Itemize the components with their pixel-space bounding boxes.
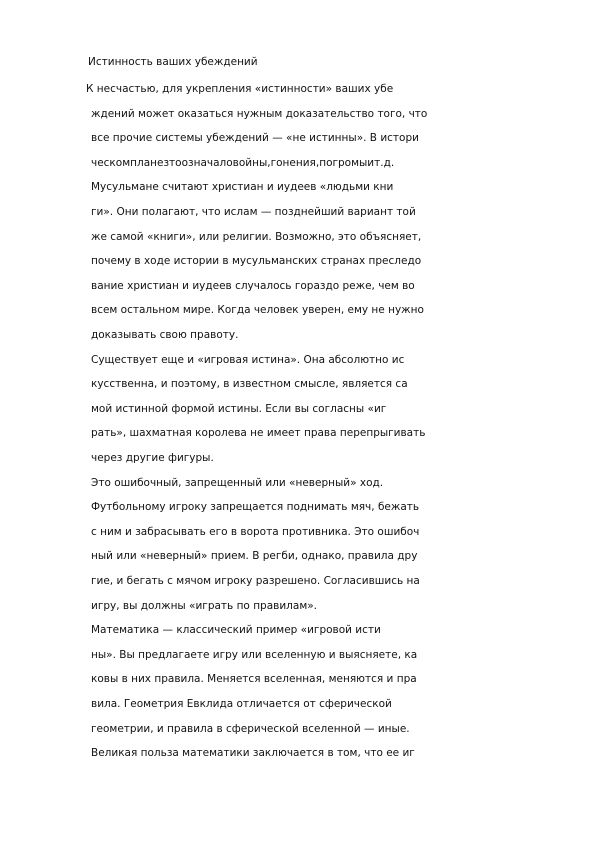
text-line: К несчастью, для укрепления «истинности» ваших убе xyxy=(86,83,394,95)
text-line: Существует еще и «игровая истина». Она абсолютно ис xyxy=(91,353,405,366)
text-line: Футбольному игроку запрещается поднимать мяч, бежать xyxy=(91,501,420,514)
text-line: ный или «неверный» прием. В регби, однако, правила дру xyxy=(91,550,418,563)
text-line: вание христиан и иудеев случалось гораздо реже, чем во xyxy=(91,279,415,292)
text-line: игру, вы должны «играть по правилам». xyxy=(91,599,317,612)
text-line: Мусульмане считают христиан и иудеев «людьми кни xyxy=(91,181,394,194)
text-line: кусственна, и поэтому, в известном смысле, является са xyxy=(91,378,408,391)
text-line: гие, и бегать с мячом игроку разрешено. Согласившись на xyxy=(91,575,420,587)
text-line: доказывать свою правоту. xyxy=(91,329,239,341)
text-line: ны». Вы предлагаете игру или вселенную и выясняете, ка xyxy=(91,648,418,661)
text-line: Это ошибочный, запрещенный или «неверный» ход. xyxy=(91,476,384,489)
text-line: вила. Геометрия Евклида отличается от сферической xyxy=(91,698,392,710)
text-line: Великая польза математики заключается в том, что ее иг xyxy=(91,747,415,760)
text-line: с ним и забрасывать его в ворота противника. Это ошибоч xyxy=(91,525,420,538)
text-line: ги». Они полагают, что ислам — позднейший вариант той xyxy=(91,206,416,218)
text-line: геометрии, и правила в сферической вселенной — иные. xyxy=(91,722,410,735)
text-line: почему в ходе истории в мусульманских странах преследо xyxy=(91,255,422,268)
text-line: же самой «книги», или религии. Возможно, это объясняет, xyxy=(91,230,422,243)
text-line: через другие фигуры. xyxy=(91,452,214,464)
text-line: ческомпланезтоозначаловойны,гонения,погромыит.д. xyxy=(91,156,395,169)
text-line: всем остальном мире. Когда человек уверен, ему не нужно xyxy=(91,304,424,317)
text-line: рать», шахматная королева не имеет права перепрыгивать xyxy=(91,427,426,440)
document-title: Истинность ваших убеждений xyxy=(88,56,258,68)
text-line: ковы в них правила. Меняется вселенная, меняются и пра xyxy=(91,673,417,686)
text-line: ждений может оказаться нужным доказательство того, что xyxy=(91,107,428,120)
text-line: мой истинной формой истины. Если вы согласны «иг xyxy=(91,402,387,415)
text-line: все прочие системы убеждений — «не истинны». В истори xyxy=(91,132,419,145)
text-line: Математика — классический пример «игровой исти xyxy=(91,624,381,637)
